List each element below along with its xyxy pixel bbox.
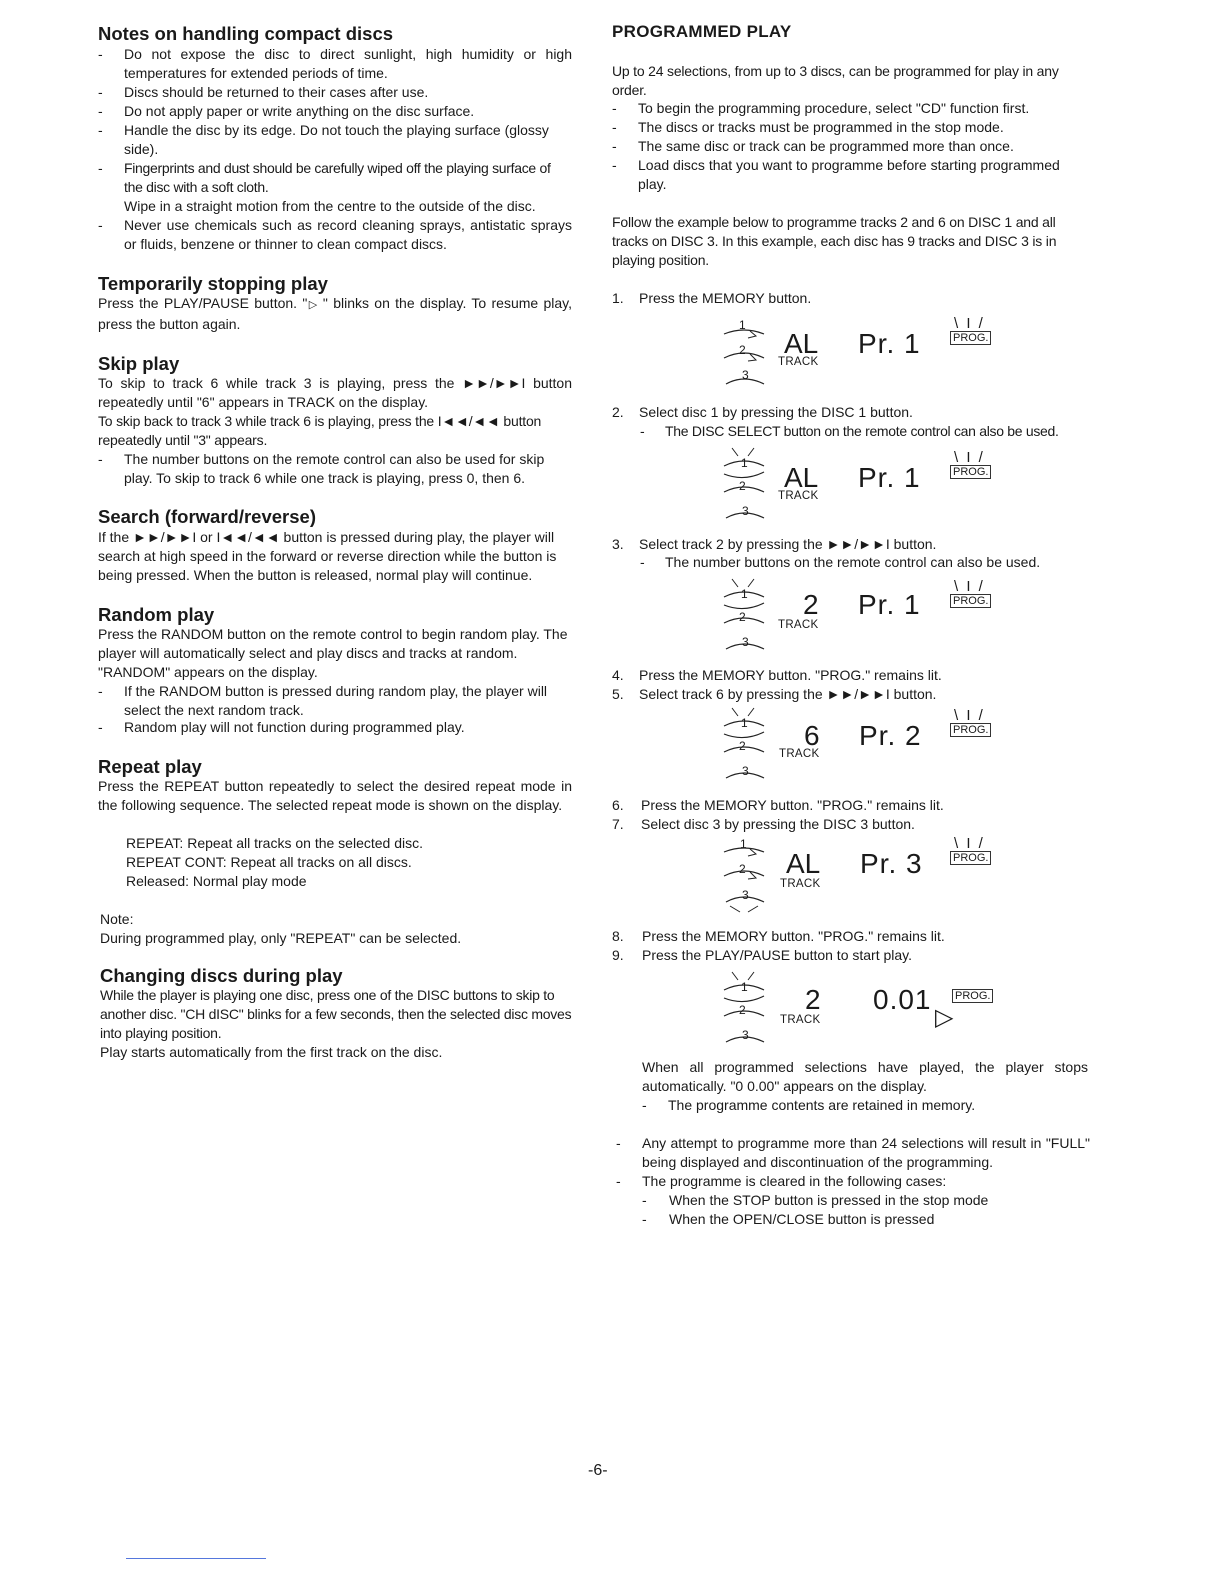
lcd-main-value: 2	[803, 589, 819, 620]
search-text: If the ►►/►►I or I◄◄/◄◄ button is pressed during play, the player will search at high speed in the forward or reverse direction while the button is being pressed. When the button is released, normal play will continue.	[98, 529, 557, 583]
list-item: - When the STOP button is pressed in the stop mode	[642, 1192, 989, 1208]
play-indicator-icon: ▷	[935, 1004, 954, 1031]
prog-blink-icon: \ I /	[954, 835, 985, 852]
list-item: - Do not apply paper or write anything on the disc surface.	[98, 103, 475, 119]
step: 5. Select track 6 by pressing the ►►/►►I button.	[612, 686, 937, 702]
track-label: TRACK	[780, 878, 821, 890]
prog-indicator: PROG.	[950, 594, 991, 608]
list-item-continued: Wipe in a straight motion from the centre to the outside of the disc.	[124, 198, 536, 214]
prog-indicator: PROG.	[950, 723, 991, 737]
changing-text: While the player is playing one disc, press one of the DISC buttons to skip to another disc. "CH dISC" blinks for a few seconds, then the selected disc moves into playing position.	[100, 987, 572, 1041]
lcd-display	[612, 446, 1090, 526]
track-label: TRACK	[778, 356, 819, 368]
lcd-display	[612, 706, 1090, 786]
list-item: - The programme is cleared in the following cases:	[616, 1173, 947, 1189]
prog-indicator: PROG.	[952, 989, 993, 1003]
note-label: Note:	[100, 911, 134, 927]
prog-blink-icon: \ I /	[954, 578, 985, 595]
disc-number: 2	[739, 610, 746, 624]
list-item: - Load discs that you want to programme before starting programmed play.	[612, 157, 1060, 192]
repeat-text: Press the REPEAT button repeatedly to select the desired repeat mode in the following sequence. The selected repeat mode is shown on the display.	[98, 778, 572, 813]
list-item: - Fingerprints and dust should be carefully wiped off the playing surface of the disc with a soft cloth.	[98, 160, 551, 195]
play-triangle-icon: ▷	[307, 299, 318, 311]
programmed-intro: Up to 24 selections, from up to 3 discs, can be programmed for play in any order.	[612, 63, 1059, 98]
note-text: During programmed play, only "REPEAT" can be selected.	[100, 930, 462, 946]
list-item: - The discs or tracks must be programmed in the stop mode.	[612, 119, 1004, 135]
lcd-main-value: AL	[784, 462, 819, 493]
list-item: - To begin the programming procedure, select "CD" function first.	[612, 100, 1030, 116]
programmed-heading: PROGRAMMED PLAY	[612, 22, 792, 41]
skip-text-2: To skip back to track 3 while track 6 is playing, press the I◄◄/◄◄ button repeatedly until "3" appears.	[98, 413, 542, 448]
track-label: TRACK	[779, 748, 820, 760]
time-readout: 0.01	[873, 984, 932, 1015]
step: 6. Press the MEMORY button. "PROG." remains lit.	[612, 797, 944, 813]
temp-stop-heading: Temporarily stopping play	[98, 273, 328, 294]
prog-blink-icon: \ I /	[954, 449, 985, 466]
prog-blink-icon: \ I /	[954, 315, 985, 332]
random-text: Press the RANDOM button on the remote control to begin random play. The player will automatically select and play discs and tracks at random. "RANDOM" appears on the display.	[98, 626, 568, 680]
list-item: - Random play will not function during programmed play.	[98, 719, 465, 735]
lcd-main-value: 6	[804, 720, 820, 751]
lcd-display	[612, 836, 1090, 916]
prog-indicator: PROG.	[950, 465, 991, 479]
program-number: Pr. 1	[858, 328, 921, 359]
lcd-display	[612, 577, 1090, 657]
list-item: - The number buttons on the remote control can also be used.	[640, 554, 1041, 570]
skip-text-1: To skip to track 6 while track 3 is playing, press the ►►/►►I button repeatedly until "6" appears in TRACK on the display.	[98, 375, 572, 410]
step: 4. Press the MEMORY button. "PROG." remains lit.	[612, 667, 942, 683]
program-number: Pr. 1	[858, 589, 921, 620]
lcd-main-value: AL	[784, 328, 819, 359]
list-item: - When the OPEN/CLOSE button is pressed	[642, 1211, 935, 1227]
repeat-mode: REPEAT: Repeat all tracks on the selected disc.	[126, 835, 423, 851]
step: 1. Press the MEMORY button.	[612, 290, 812, 306]
changing-text-2: Play starts automatically from the first track on the disc.	[100, 1044, 443, 1060]
disc-number: 2	[739, 862, 746, 876]
track-label: TRACK	[778, 490, 819, 502]
lcd-display	[612, 315, 1090, 398]
lcd-main-value: 2	[805, 984, 821, 1015]
step: 8. Press the MEMORY button. "PROG." remains lit.	[612, 928, 945, 944]
list-item: - The number buttons on the remote control can also be used for skip play. To skip to track 6 while one track is playing, press 0, then 6.	[98, 451, 545, 486]
disc-number: 1	[739, 318, 746, 332]
program-number: Pr. 1	[858, 462, 921, 493]
track-label: TRACK	[778, 619, 819, 631]
example-text: Follow the example below to programme tracks 2 and 6 on DISC 1 and all tracks on DISC 3. In this example, each disc has 9 tracks and DISC 3 is in playing position.	[612, 214, 1057, 268]
prog-blink-icon: \ I /	[954, 707, 985, 724]
list-item: - Do not expose the disc to direct sunlight, high humidity or high temperatures for extended periods of time.	[98, 46, 572, 81]
disc-number: 2	[739, 1003, 746, 1017]
disc-number: 3	[742, 764, 749, 778]
random-heading: Random play	[98, 604, 215, 625]
page-number: -6-	[588, 1462, 608, 1479]
disc-number: 2	[739, 479, 746, 493]
skip-heading: Skip play	[98, 353, 180, 374]
step: 2. Select disc 1 by pressing the DISC 1 button.	[612, 404, 913, 420]
step: 7. Select disc 3 by pressing the DISC 3 button.	[612, 816, 915, 832]
repeat-mode: REPEAT CONT: Repeat all tracks on all discs.	[126, 854, 412, 870]
track-label: TRACK	[780, 1014, 821, 1026]
lcd-display	[612, 970, 1090, 1050]
after-text: When all programmed selections have played, the player stops automatically. "0 0.00" appears on the display.	[642, 1059, 1088, 1094]
list-item: - Never use chemicals such as record cleaning sprays, antistatic sprays or fluids, benzene or thinner to clean compact discs.	[98, 217, 572, 252]
program-number: Pr. 2	[859, 720, 922, 751]
repeat-mode: Released: Normal play mode	[126, 873, 307, 889]
list-item: - Handle the disc by its edge. Do not touch the playing surface (glossy side).	[98, 122, 549, 157]
disc-number: 3	[742, 368, 749, 382]
prog-indicator: PROG.	[950, 851, 991, 865]
program-number: Pr. 3	[860, 848, 923, 879]
disc-number: 2	[739, 739, 746, 753]
notes-heading: Notes on handling compact discs	[98, 23, 394, 44]
list-item: - The programme contents are retained in memory.	[642, 1097, 976, 1113]
list-item: - Any attempt to programme more than 24 selections will result in "FULL" being displayed and discontinuation of the programming.	[616, 1135, 1090, 1170]
disc-number: 3	[742, 1028, 749, 1042]
list-item: - If the RANDOM button is pressed during random play, the player will select the next random track.	[98, 683, 548, 718]
disc-number: 1	[741, 716, 748, 730]
search-heading: Search (forward/reverse)	[98, 506, 316, 527]
repeat-heading: Repeat play	[98, 756, 202, 777]
footer-divider	[126, 1558, 266, 1559]
lcd-main-value: AL	[786, 848, 821, 879]
list-item: - The DISC SELECT button on the remote control can also be used.	[640, 423, 1059, 439]
prog-indicator: PROG.	[950, 331, 991, 345]
disc-number: 3	[742, 635, 749, 649]
temp-stop-text: Press the PLAY/PAUSE button. "▷ " blinks on the display. To resume play, press the button again.	[98, 295, 573, 332]
list-item: - Discs should be returned to their cases after use.	[98, 84, 429, 100]
disc-number: 1	[741, 980, 748, 994]
list-item: - The same disc or track can be programmed more than once.	[612, 138, 1014, 154]
disc-number: 3	[742, 888, 749, 902]
step: 9. Press the PLAY/PAUSE button to start play.	[612, 947, 913, 963]
disc-number: 1	[741, 456, 748, 470]
disc-number: 1	[741, 587, 748, 601]
step: 3. Select track 2 by pressing the ►►/►►I button.	[612, 536, 937, 552]
disc-number: 2	[739, 343, 746, 357]
disc-number: 3	[742, 504, 749, 518]
disc-number: 1	[740, 837, 747, 851]
changing-heading: Changing discs during play	[100, 965, 343, 986]
